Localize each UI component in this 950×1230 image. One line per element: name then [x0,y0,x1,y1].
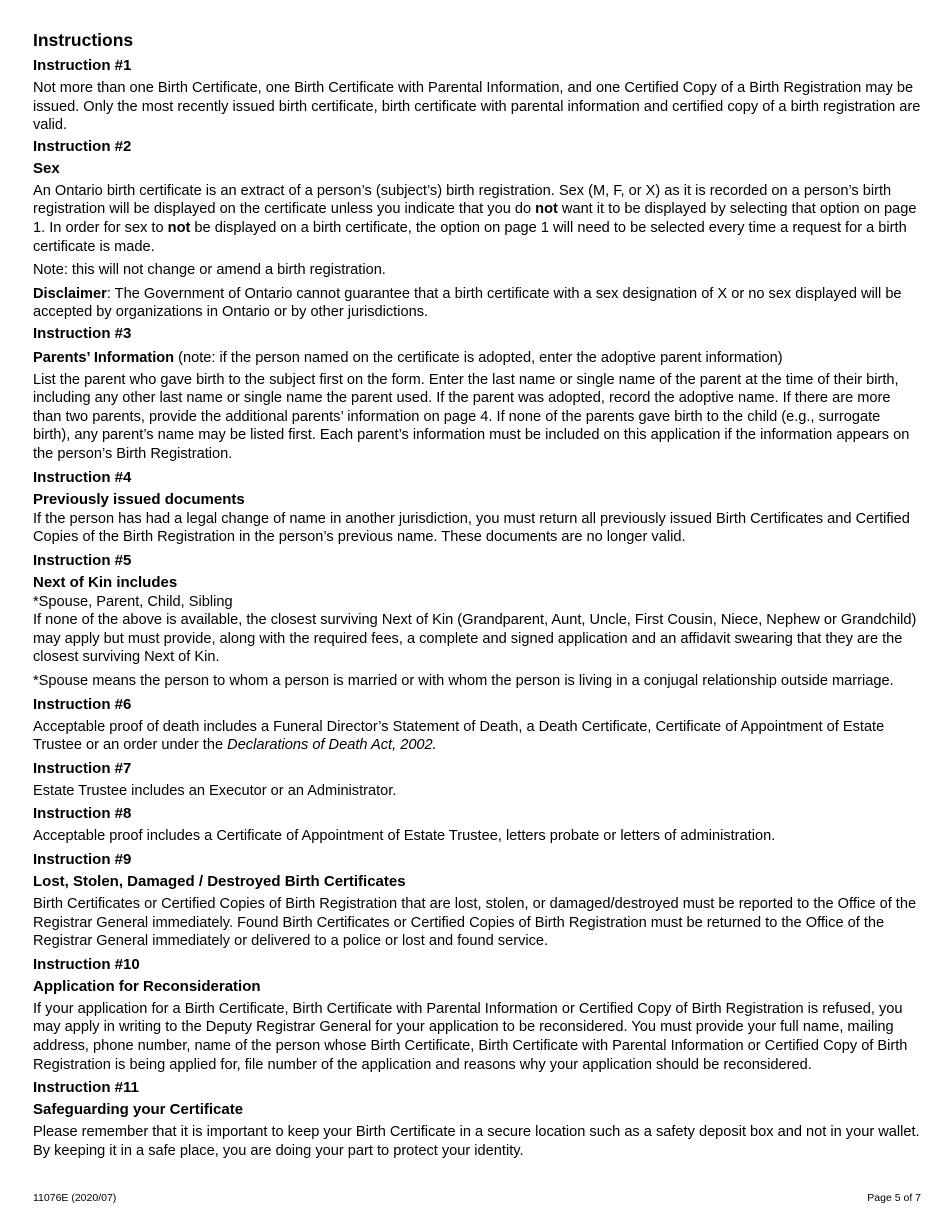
instruction-3-text: List the parent who gave birth to the subject first on the form. Enter the last name or single name of the parent at the time of their birth, including any other last name or single name the parent used. If the parent was adopted, record the adoptive name. If there are more than two parents, provide the additional parents’ information on page 4. If none of the parents gave birth to the child (e.g., surrogate birth), any parent’s name may be listed first. Each parent’s information must be included on this application if the information appears on the person’s Birth Registration. [33,371,910,462]
instruction-7-heading: Instruction #7 [33,759,132,777]
page-title: Instructions [33,30,134,50]
instruction-1-text: Not more than one Birth Certificate, one Birth Certificate with Parental Information, and one Certified Copy of a Birth Registration may be issued. Only the most recently issued birth certificate, birth certificate with parental information and certified copy of a birth registration are valid. [33,80,921,134]
instruction-4-subheading: Previously issued documents [33,490,245,508]
instruction-5-heading: Instruction #5 [33,551,132,569]
instruction-11-heading: Instruction #11 [33,1079,139,1097]
instruction-2-heading: Instruction #2 [33,137,132,155]
instruction-5-subheading: Next of Kin includes [33,573,178,591]
instruction-8-heading: Instruction #8 [33,805,132,823]
instruction-5-spouse-note: *Spouse means the person to whom a person is married or with whom the person is living in a conjugal relationship outside marriage. [33,673,894,690]
instruction-11-subheading: Safeguarding your Certificate [33,1101,244,1119]
instruction-3-heading: Instruction #3 [33,324,132,342]
instructions-page [33,30,921,1160]
instruction-8-text: Acceptable proof includes a Certificate of Appointment of Estate Trustee, letters probate or letters of administration. [33,828,776,845]
instruction-9-text: Birth Certificates or Certified Copies of Birth Registration that are lost, stolen, or damaged/destroyed must be reported to the Office of the Registrar General immediately. Found Birth Certificates or Certified Copies of Birth Registration must be returned to the Office of the Registrar General immediately or delivered to a police or lost and found service. [33,896,917,950]
instruction-1-heading: Instruction #1 [33,57,132,74]
instruction-7-text: Estate Trustee includes an Executor or an Administrator. [33,782,397,799]
page-number: Page 5 of 7 [867,1192,921,1204]
instruction-11-text: Please remember that it is important to keep your Birth Certificate in a secure location such as a safety deposit box and not in your wallet. By keeping it in a safe place, you are doing your part to protect your identity. [33,1124,920,1159]
instruction-10-text: If your application for a Birth Certificate, Birth Certificate with Parental Information or Certified Copy of Birth Registration is refused, you may apply in writing to the Deputy Registrar General for your application to be reconsidered. You must provide your full name, mailing address, phone number, name of the person whose Birth Certificate, Birth Certificate with Parental Information or Certified Copy of Birth Registration is being applied for, file number of the application and reasons why your application should be reconsidered. [33,1000,908,1073]
instruction-6-heading: Instruction #6 [33,695,132,713]
instruction-4-heading: Instruction #4 [33,468,132,486]
instruction-2-text: An Ontario birth certificate is an extract of a person’s (subject’s) birth registration. Sex (M, F, or X) as it is recorded on a person’s birth registration will be displayed on the certificate unless you indicate that you do not want it to be displayed by selecting that option on page 1. In order for sex to not be displayed on a birth certificate, the option on page 1 will need to be selected every time a request for a birth certificate is made. [33,182,917,255]
instruction-4-text: If the person has had a legal change of name in another jurisdiction, you must return all previously issued Birth Certificates and Certified Copies of the Birth Registration in the person’s previous name. These documents are no longer valid. [33,510,910,546]
instruction-2-subheading: Sex [33,159,60,177]
instruction-5-text: If none of the above is available, the closest surviving Next of Kin (Grandparent, Aunt, Uncle, First Cousin, Niece, Nephew or Grandchild) may apply but must provide, along with the required fees, a complete and signed application and an affidavit swearing that they are the closest surviving Next of Kin. [33,612,917,666]
form-id: 11076E (2020/07) [33,1192,117,1204]
instruction-10-heading: Instruction #10 [33,955,140,973]
instruction-2-disclaimer: Disclaimer: The Government of Ontario cannot guarantee that a birth certificate with a sex designation of X or no sex displayed will be accepted by organizations in Ontario or by other jurisdictions. [33,285,902,321]
instruction-6-text: Acceptable proof of death includes a Funeral Director’s Statement of Death, a Death Certificate, Certificate of Appointment of Estate Trustee or an order under the Declarations of Death Act, 2002. [33,718,885,754]
instruction-5-kin-list: *Spouse, Parent, Child, Sibling [33,593,233,610]
instruction-9-subheading: Lost, Stolen, Damaged / Destroyed Birth Certificates [33,873,406,891]
instruction-10-subheading: Application for Reconsideration [33,977,261,995]
instruction-2-note: Note: this will not change or amend a birth registration. [33,262,386,279]
instruction-3-subheading: Parents’ Information (note: if the person named on the certificate is adopted, enter the adoptive parent information) [33,349,783,366]
instruction-9-heading: Instruction #9 [33,851,132,869]
